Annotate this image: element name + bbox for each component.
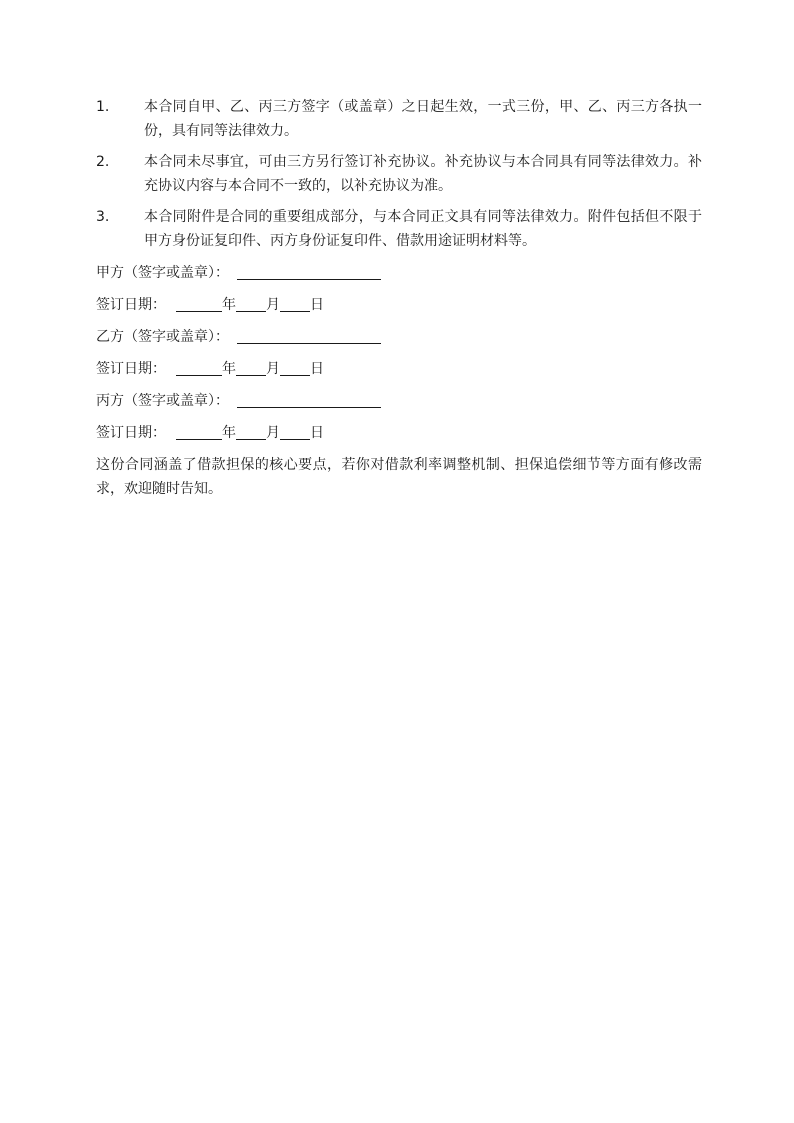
year-blank (176, 359, 222, 376)
clause-text: 本合同附件是合同的重要组成部分，与本合同正文具有同等法律效力。附件包括但不限于甲方身份证复印件、丙方身份证复印件、借款用途证明材料等。 (144, 209, 702, 249)
document-body (96, 95, 702, 501)
date-label: 签订日期： (96, 297, 166, 313)
party-a-date-line (96, 293, 702, 317)
day-char: 日 (310, 425, 324, 441)
closing-note: 这份合同涵盖了借款担保的核心要点，若你对借款利率调整机制、担保追偿细节等方面有修改需求，欢迎随时告知。 (96, 457, 702, 497)
year-char: 年 (222, 361, 236, 377)
date-label: 签订日期： (96, 361, 166, 377)
clause-1 (96, 95, 702, 143)
date-label: 签订日期： (96, 425, 166, 441)
party-b-label: 乙方（签字或盖章）： (96, 329, 229, 345)
clause-number: 1. (96, 99, 110, 115)
month-char: 月 (266, 297, 280, 313)
party-c-label: 丙方（签字或盖章）： (96, 393, 229, 409)
party-c-signature-blank (237, 391, 381, 408)
party-c-signature-line (96, 389, 702, 413)
month-blank (236, 359, 266, 376)
party-b-signature-line (96, 325, 702, 349)
party-a-signature-blank (237, 263, 381, 280)
party-b-signature-blank (237, 327, 381, 344)
party-c-date-line (96, 421, 702, 445)
clause-3 (96, 205, 702, 253)
clause-text: 本合同自甲、乙、丙三方签字（或盖章）之日起生效，一式三份，甲、乙、丙三方各执一份，具有同等法律效力。 (144, 99, 702, 139)
year-blank (176, 295, 222, 312)
party-b-date-line (96, 357, 702, 381)
year-char: 年 (222, 297, 236, 313)
month-blank (236, 423, 266, 440)
day-char: 日 (310, 361, 324, 377)
party-a-label: 甲方（签字或盖章）： (96, 265, 229, 281)
clause-2 (96, 150, 702, 198)
day-blank (280, 359, 310, 376)
day-char: 日 (310, 297, 324, 313)
year-char: 年 (222, 425, 236, 441)
month-blank (236, 295, 266, 312)
clause-text: 本合同未尽事宜，可由三方另行签订补充协议。补充协议与本合同具有同等法律效力。补充协议内容与本合同不一致的，以补充协议为准。 (144, 154, 702, 194)
day-blank (280, 423, 310, 440)
clause-number: 3. (96, 209, 110, 225)
year-blank (176, 423, 222, 440)
month-char: 月 (266, 425, 280, 441)
clause-number: 2. (96, 154, 110, 170)
day-blank (280, 295, 310, 312)
month-char: 月 (266, 361, 280, 377)
party-a-signature-line (96, 261, 702, 285)
